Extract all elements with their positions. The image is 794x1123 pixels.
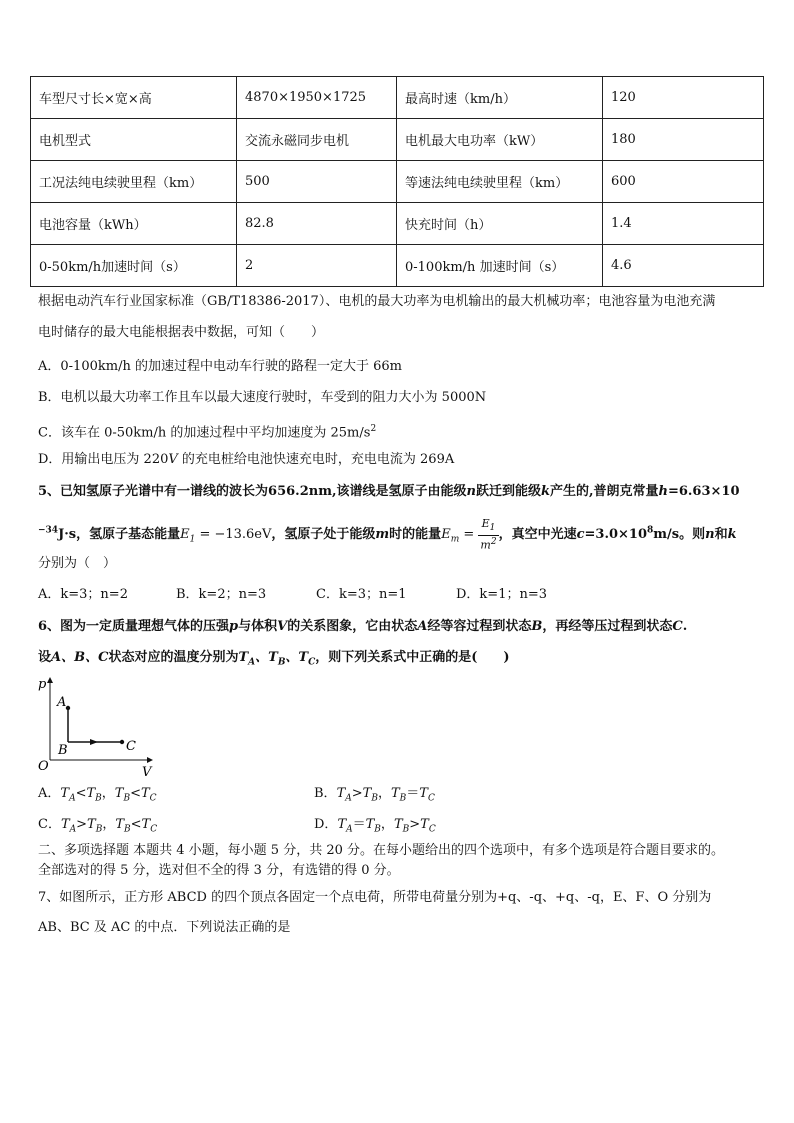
q5-var-h: h bbox=[658, 484, 668, 499]
q5-frac-num-symbol: E bbox=[481, 517, 490, 530]
q5-text-1: 5、已知氢原子光谱中有一谱线的波长为656.2nm,该谱线是氢原子由能级 bbox=[38, 484, 467, 499]
q5-frac-den-symbol: m bbox=[480, 538, 491, 552]
q6-option-a: A．$T_A<T_B$，$T_B<T_C$ bbox=[38, 786, 157, 804]
q5-fraction bbox=[478, 517, 498, 552]
spec-table bbox=[30, 76, 764, 287]
q4-stem-line1: 根据电动汽车行业国家标准（GB/T18386-2017）、电机的最大功率为电机输出的最大机械功率；电池容量为电池充满 bbox=[38, 294, 716, 309]
q6-option-c: C．$T_A>T_B$，$T_B<T_C$ bbox=[38, 817, 158, 835]
q6-options-row2 bbox=[38, 816, 436, 839]
q6-text-1: 6、图为一定质量理想气体的压强 bbox=[38, 619, 230, 634]
spec-table-cell: 电池容量（kWh） bbox=[31, 203, 237, 245]
q4-option-a: A．0-100km/h 的加速过程中电动车行驶的路程一定大于 66m bbox=[38, 359, 402, 374]
q7-line2: AB、BC 及 AC 的中点．下列说法正确的是 bbox=[38, 920, 291, 935]
q5-text-7: 时的能量 bbox=[389, 526, 442, 542]
q4-option-c bbox=[38, 420, 768, 442]
q7-line1: 7、如图所示，正方形 ABCD 的四个顶点各固定一个点电荷，所带电荷量分别为+q、-q、+q、-q，E、F、O 分别为 bbox=[38, 890, 712, 905]
q6-text-8: 状态对应的温度分别为 bbox=[108, 650, 239, 665]
spec-table-cell: 工况法纯电续驶里程（km） bbox=[31, 161, 237, 203]
q6-option-b: B．$T_A>T_B$，$T_B=T_C$ bbox=[314, 786, 435, 804]
spec-table-cell: 0-100km/h 加速时间（s） bbox=[397, 245, 603, 287]
q5-fraction-num bbox=[478, 517, 498, 536]
q4-option-d-var: V bbox=[168, 452, 178, 467]
q5-var-n2: n bbox=[705, 526, 715, 542]
q6-text-9: ，则下列关系式中正确的是( ) bbox=[315, 650, 510, 665]
q5-exp-8: 8 bbox=[647, 525, 654, 536]
q4-option-c-exp: 2 bbox=[370, 424, 377, 434]
spec-table-cell: 电机型式 bbox=[31, 119, 237, 161]
q6-text-6: . bbox=[682, 619, 688, 634]
spec-table-cell: 500 bbox=[237, 161, 397, 203]
q6-line1 bbox=[38, 618, 768, 636]
q4-option-d bbox=[38, 451, 768, 469]
pv-label-c: C bbox=[126, 739, 136, 754]
q6-var-v: V bbox=[277, 619, 288, 634]
q5-exp-neg34: −34 bbox=[38, 525, 59, 536]
q6-var-abc: A、B、C bbox=[51, 650, 109, 665]
spec-table-body bbox=[31, 77, 764, 287]
pv-point-a bbox=[66, 706, 70, 710]
spec-table-cell: 车型尺寸长×宽×高 bbox=[31, 77, 237, 119]
q5-text-2: 跃迁到能级 bbox=[475, 484, 541, 499]
q4-option-d-pre: D．用输出电压为 220 bbox=[38, 452, 169, 467]
q5-e1-value: = −13.6eV bbox=[195, 526, 272, 542]
pv-arrow bbox=[90, 739, 98, 745]
q6-var-a: A bbox=[417, 619, 428, 634]
pv-label-v: V bbox=[142, 765, 152, 780]
q5-frac-den-sup: 2 bbox=[490, 537, 497, 548]
q5-text-11: 和 bbox=[714, 526, 728, 542]
q5-em-sub: m bbox=[450, 534, 460, 545]
q5-option-a: A．k=3；n=2 bbox=[38, 587, 128, 602]
q6-text-5: ，再经等压过程到状态 bbox=[542, 619, 673, 634]
pv-point-c bbox=[120, 740, 124, 744]
spec-table-row bbox=[31, 77, 764, 119]
q4-stem-line2: 电时储存的最大电能根据表中数据，可知（ ） bbox=[38, 325, 325, 340]
q5-em-eq: = bbox=[459, 526, 479, 542]
q6-options-row1 bbox=[38, 785, 435, 808]
q5-text-4: =6.63×10 bbox=[667, 484, 740, 499]
spec-table-cell: 120 bbox=[603, 77, 764, 119]
q6-var-b: B bbox=[531, 619, 543, 634]
spec-table-cell: 电机最大电功率（kW） bbox=[397, 119, 603, 161]
q5-text-8: ，真空中光速 bbox=[498, 526, 577, 542]
q4-option-b: B．电机以最大功率工作且车以最大速度行驶时，车受到的阻力大小为 5000N bbox=[38, 390, 487, 405]
q5-line2 bbox=[38, 517, 768, 552]
q5-line1 bbox=[38, 483, 768, 501]
spec-table-cell: 82.8 bbox=[237, 203, 397, 245]
pv-label-p: p bbox=[38, 677, 47, 692]
q5-text-9: =3.0×10 bbox=[584, 526, 648, 542]
q5-option-d: D．k=1；n=3 bbox=[456, 587, 548, 602]
q5-em-symbol: E bbox=[441, 526, 451, 542]
pv-label-b: B bbox=[58, 743, 68, 758]
q4-option-c-text: C．该车在 0-50km/h 的加速过程中平均加速度为 25m/s bbox=[38, 425, 371, 441]
pv-label-o: O bbox=[38, 759, 49, 774]
spec-table-cell: 4.6 bbox=[603, 245, 764, 287]
q5-em-formula bbox=[441, 517, 498, 552]
spec-table-cell: 180 bbox=[603, 119, 764, 161]
q6-line2 bbox=[38, 649, 768, 672]
spec-table-row bbox=[31, 119, 764, 161]
spec-table-cell: 交流永磁同步电机 bbox=[237, 119, 397, 161]
spec-table-cell: 4870×1950×1725 bbox=[237, 77, 397, 119]
spec-table-cell: 600 bbox=[603, 161, 764, 203]
spec-table-cell: 快充时间（h） bbox=[397, 203, 603, 245]
q4-option-d-post: 的充电桩给电池快速充电时，充电电流为 269A bbox=[177, 452, 455, 467]
q5-var-c: c bbox=[576, 526, 585, 542]
q5-text-5: J·s，氢原子基态能量 bbox=[58, 526, 181, 542]
q5-var-k: k bbox=[540, 484, 550, 499]
q6-option-d: D．$T_A=T_B$，$T_B>T_C$ bbox=[314, 817, 436, 835]
spec-table-cell: 最高时速（km/h） bbox=[397, 77, 603, 119]
section2-line1: 二、多项选择题 本题共 4 小题，每小题 5 分，共 20 分。在每小题给出的四个选项中，有多个选项是符合题目要求的。 bbox=[38, 843, 725, 858]
q5-option-b: B．k=2；n=3 bbox=[176, 587, 267, 602]
q5-text-3: 产生的,普朗克常量 bbox=[549, 484, 659, 499]
spec-table-row bbox=[31, 161, 764, 203]
q6-text-2: 与体积 bbox=[238, 619, 278, 634]
q5-text-10: m/s。则 bbox=[653, 526, 706, 542]
q5-e1-sub: 1 bbox=[189, 534, 196, 545]
q5-line3: 分别为（ ） bbox=[38, 556, 117, 571]
spec-table-row bbox=[31, 203, 764, 245]
spec-table-cell: 等速法纯电续驶里程（km） bbox=[397, 161, 603, 203]
q5-text-6: ，氢原子处于能级 bbox=[271, 526, 376, 542]
pv-label-a: A bbox=[57, 695, 67, 710]
section2-line2: 全部选对的得 5 分，选对但不全的得 3 分，有选错的得 0 分。 bbox=[38, 863, 400, 878]
q6-temps: $T_A$、$T_B$、$T_C$ bbox=[238, 650, 316, 668]
q5-var-n: n bbox=[466, 484, 476, 499]
q5-fraction-den bbox=[478, 536, 498, 552]
q5-var-m: m bbox=[375, 526, 390, 542]
q5-frac-num-sub: 1 bbox=[489, 523, 496, 534]
q6-text-4: 经等容过程到状态 bbox=[427, 619, 532, 634]
pv-graph bbox=[36, 672, 156, 780]
spec-table-row bbox=[31, 245, 764, 287]
q5-var-k2: k bbox=[727, 526, 737, 542]
q6-text-3: 的关系图象，它由状态 bbox=[287, 619, 418, 634]
q5-e1-symbol: E bbox=[180, 526, 190, 542]
q6-text-7: 设 bbox=[38, 650, 52, 665]
spec-table-cell: 2 bbox=[237, 245, 397, 287]
spec-table-cell: 0-50km/h加速时间（s） bbox=[31, 245, 237, 287]
q6-var-p: p bbox=[229, 619, 239, 634]
q6-var-c: C bbox=[672, 619, 683, 634]
spec-table-cell: 1.4 bbox=[603, 203, 764, 245]
q5-e1-formula bbox=[180, 526, 272, 545]
q5-option-c: C．k=3；n=1 bbox=[316, 587, 407, 602]
q5-options bbox=[38, 586, 547, 604]
